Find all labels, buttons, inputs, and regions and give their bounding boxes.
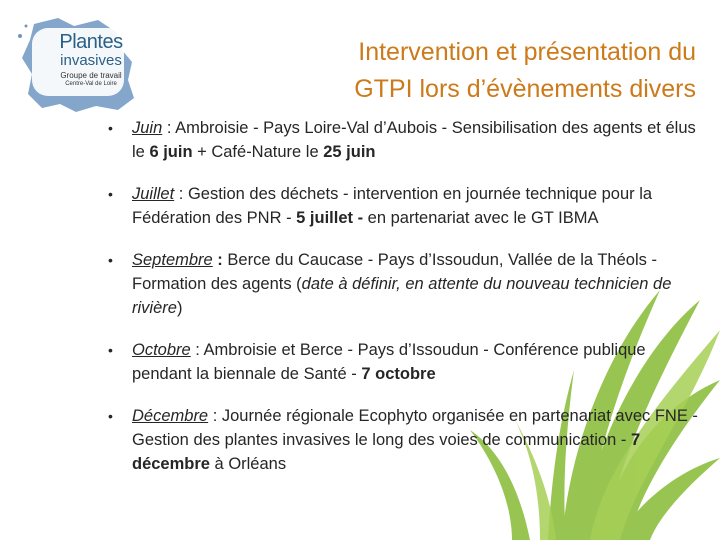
bullet-text: ) bbox=[176, 299, 183, 317]
bullet-date: 7 décembre bbox=[132, 431, 641, 473]
title-line-1: Intervention et présentation du bbox=[358, 38, 696, 66]
logo-line4: Centre-Val de Loire bbox=[65, 81, 117, 87]
bullet-dot: • bbox=[108, 120, 113, 136]
bullet-dot: • bbox=[108, 186, 113, 202]
logo bbox=[14, 14, 144, 114]
bullet-text: : Gestion des déchets - intervention en journée technique pour la Fédération des PNR - bbox=[132, 185, 653, 227]
bullet-colon: : bbox=[212, 251, 223, 269]
bullet-text: : Ambroisie et Berce - Pays d’Issoudun - Conférence publique pendant la biennale de Santé - bbox=[132, 341, 646, 383]
bullet-note: date à définir, en attente du nouveau technicien de rivière bbox=[132, 275, 672, 317]
logo-line1: Plantes bbox=[59, 31, 123, 53]
bullet-text: + Café-Nature le bbox=[192, 143, 324, 161]
bullet-item-septembre bbox=[108, 248, 702, 320]
bullet-dot: • bbox=[108, 252, 113, 268]
title-line-2: GTPI lors d’évènements divers bbox=[354, 75, 696, 103]
bullet-date: 7 octobre bbox=[361, 365, 436, 383]
bullet-text: Berce du Caucase - Pays d’Issoudun, Vallée de la Théols - Formation des agents ( bbox=[132, 251, 657, 293]
bullet-text: en partenariat avec le GT IBMA bbox=[363, 209, 599, 227]
bullet-dot: • bbox=[108, 408, 113, 424]
bullet-item-decembre bbox=[108, 404, 702, 476]
bullet-item-juillet bbox=[108, 182, 702, 230]
bullet-month: Octobre bbox=[132, 341, 191, 359]
logo-line2: invasives bbox=[60, 52, 122, 69]
bullet-text: à Orléans bbox=[209, 455, 287, 473]
bullet-month: Septembre bbox=[132, 251, 213, 269]
bullet-item-juin bbox=[108, 116, 702, 164]
bullet-month: Décembre bbox=[132, 407, 209, 425]
bullet-month: Juin bbox=[132, 119, 163, 137]
page-title bbox=[150, 34, 696, 108]
bullet-date: 6 juin bbox=[149, 143, 193, 161]
logo-text bbox=[46, 32, 136, 87]
bullet-item-octobre bbox=[108, 338, 702, 386]
bullet-month: Juillet bbox=[132, 185, 175, 203]
bullet-text: : Journée régionale Ecophyto organisée en partenariat avec FNE - Gestion des plantes invasives le long des voies de communication - bbox=[132, 407, 698, 449]
bullet-list bbox=[108, 116, 702, 476]
bullet-date: 5 juillet - bbox=[296, 209, 364, 227]
bullet-text: : Ambroisie - Pays Loire-Val d’Aubois - Sensibilisation des agents et élus le bbox=[132, 119, 696, 161]
bullet-dot: • bbox=[108, 342, 113, 358]
bullet-date: 25 juin bbox=[323, 143, 376, 161]
logo-line3: Groupe de travail bbox=[60, 71, 122, 80]
